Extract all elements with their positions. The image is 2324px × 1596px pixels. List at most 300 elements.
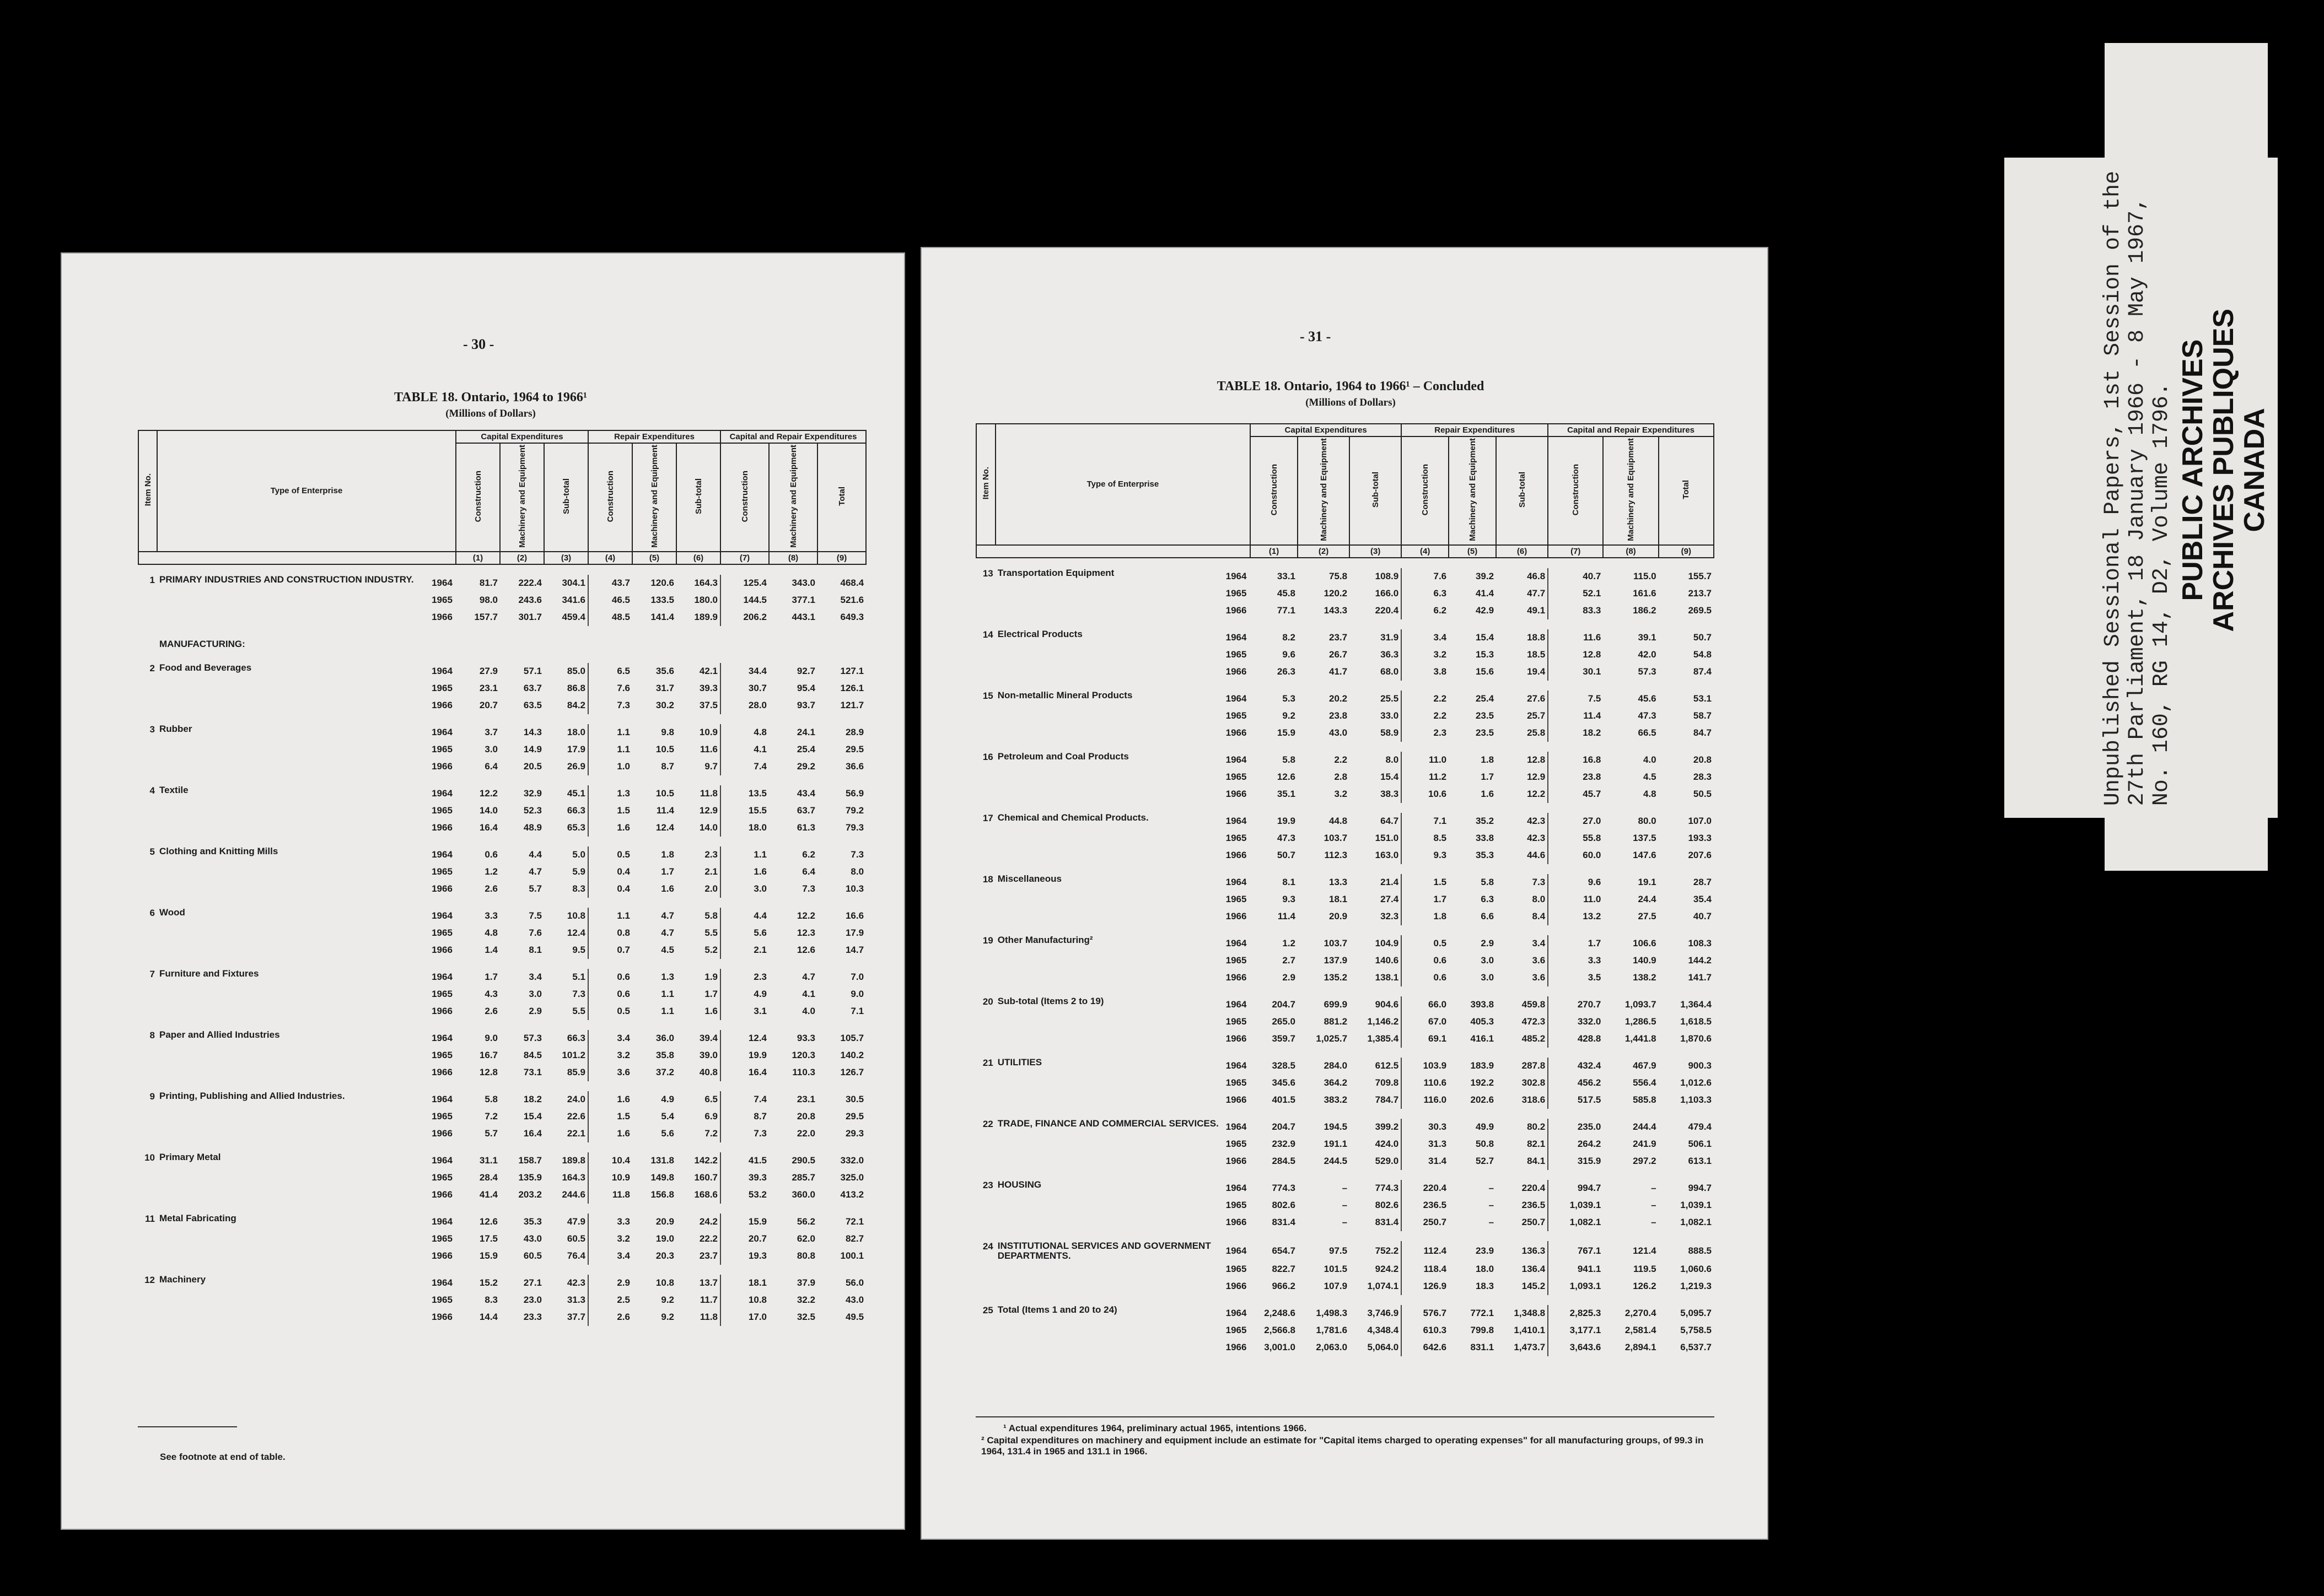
value-cell: 8.3 (572, 883, 585, 894)
value-cell: 65.3 (567, 822, 585, 833)
value-cell: 82.7 (845, 1233, 864, 1244)
table-row (976, 1119, 1714, 1136)
enterprise-name: Miscellaneous (997, 874, 1062, 884)
value-cell: 42.1 (699, 666, 718, 677)
value-cell: 1,082.1 (1680, 1217, 1712, 1228)
enterprise-name: Non-metallic Mineral Products (997, 690, 1133, 700)
value-cell: 46.5 (588, 592, 632, 609)
year-cell: 1965 (1225, 772, 1247, 783)
item-number: 15 (982, 690, 993, 701)
value-cell: 18.1 (720, 1275, 769, 1292)
value-cell: 3.2 (1334, 789, 1348, 800)
value-cell: 45.1 (567, 788, 585, 799)
table-row (138, 1125, 866, 1142)
value-cell: 23.8 (1548, 769, 1603, 786)
year-cell: 1965 (432, 744, 453, 755)
value-cell: 207.6 (1688, 850, 1712, 861)
value-cell: 3.2 (1401, 646, 1449, 664)
value-cell: 25.4 (1475, 693, 1494, 704)
item-number: 18 (982, 874, 993, 885)
year-cell: 1965 (1225, 1139, 1247, 1150)
value-cell: 301.7 (518, 612, 542, 623)
table-row (976, 1278, 1714, 1295)
header-capital: Capital Expenditures (456, 430, 588, 443)
header-construction: Construction (1250, 436, 1298, 545)
year-cell: 1964 (432, 1216, 453, 1227)
value-cell: 3.6 (1532, 955, 1546, 966)
value-cell: 5.5 (704, 928, 718, 939)
col-number: (4) (588, 552, 632, 564)
value-cell: – (1651, 1183, 1656, 1194)
value-cell: 3.4 (1532, 938, 1546, 949)
enterprise-name: PRIMARY INDUSTRIES AND CONSTRUCTION INDUSTRY. (159, 574, 414, 585)
value-cell: 72.1 (845, 1216, 864, 1227)
value-cell: 20.9 (1329, 911, 1348, 922)
value-cell: 29.5 (845, 1111, 864, 1122)
enterprise-name: Primary Metal (159, 1152, 221, 1162)
col-number: (5) (632, 552, 676, 564)
table-row (976, 1180, 1714, 1197)
value-cell: 75.8 (1329, 571, 1348, 582)
table-row (138, 908, 866, 925)
value-cell: 11.6 (700, 744, 718, 755)
header-repair: Repair Expenditures (1401, 424, 1548, 436)
value-cell: 529.0 (1375, 1156, 1399, 1167)
header-construction: Construction (456, 443, 500, 552)
value-cell: 28.7 (1693, 877, 1712, 888)
value-cell: 1,082.1 (1548, 1214, 1603, 1231)
value-cell: 8.7 (661, 761, 674, 772)
value-cell: 126.7 (840, 1067, 864, 1078)
value-cell: 325.0 (840, 1172, 864, 1183)
value-cell: 110.6 (1401, 1075, 1449, 1092)
value-cell: 206.2 (720, 609, 769, 626)
value-cell: 284.0 (1324, 1060, 1348, 1071)
value-cell: 467.9 (1633, 1060, 1656, 1071)
value-cell: 12.9 (1527, 772, 1546, 783)
year-cell: 1966 (1225, 972, 1247, 983)
value-cell: 121.4 (1633, 1245, 1656, 1256)
year-cell: 1966 (1225, 666, 1247, 677)
year-cell: 1965 (1225, 710, 1247, 721)
table-row (976, 952, 1714, 969)
value-cell: 1,219.3 (1680, 1281, 1712, 1292)
value-cell: 120.6 (650, 578, 674, 589)
item-number: 5 (149, 846, 155, 857)
value-cell: 42.3 (1527, 833, 1546, 844)
value-cell: 22.6 (567, 1111, 585, 1122)
value-cell: 106.6 (1633, 938, 1656, 949)
section-label: MANUFACTURING: (159, 639, 245, 650)
value-cell: 784.7 (1375, 1094, 1399, 1106)
value-cell: 30.2 (655, 700, 674, 711)
value-cell: 23.3 (523, 1312, 542, 1323)
value-cell: 4.5 (1643, 772, 1656, 783)
value-cell: 3.4 (1401, 629, 1449, 646)
value-cell: 46.8 (1527, 571, 1546, 582)
table-row (976, 1197, 1714, 1214)
value-cell: 14.9 (523, 744, 542, 755)
table-row (138, 680, 866, 697)
year-cell: 1964 (1225, 1060, 1247, 1071)
value-cell: 138.2 (1633, 972, 1656, 983)
value-cell: 45.8 (1277, 588, 1296, 599)
value-cell: 193.3 (1688, 833, 1712, 844)
value-cell: 41.4 (479, 1189, 498, 1200)
value-cell: 244.6 (562, 1189, 585, 1200)
value-cell: 0.5 (588, 846, 632, 864)
value-cell: 24.0 (567, 1094, 585, 1105)
year-cell: 1966 (432, 822, 453, 833)
value-cell: 43.4 (797, 788, 816, 799)
value-cell: 23.1 (797, 1094, 816, 1105)
value-cell: 12.4 (720, 1030, 769, 1047)
value-cell: 5,095.7 (1680, 1308, 1712, 1319)
value-cell: 50.7 (1277, 850, 1296, 861)
value-cell: 131.8 (650, 1155, 674, 1166)
value-cell: 30.5 (845, 1094, 864, 1105)
table-row (138, 1231, 866, 1248)
value-cell: 11.4 (1548, 708, 1603, 725)
value-cell: 3,643.6 (1548, 1339, 1603, 1356)
value-cell: – (1651, 1200, 1656, 1211)
value-cell: 12.6 (797, 945, 816, 956)
value-cell: 15.4 (1380, 772, 1399, 783)
value-cell: 1.7 (704, 989, 718, 1000)
table-row (138, 925, 866, 942)
value-cell: 56.2 (797, 1216, 816, 1227)
table-row (976, 1339, 1714, 1356)
value-cell: 92.7 (797, 666, 816, 677)
value-cell: 15.2 (479, 1277, 498, 1288)
value-cell: 18.3 (1475, 1281, 1494, 1292)
value-cell: 285.7 (792, 1172, 816, 1183)
value-cell: 767.1 (1548, 1241, 1603, 1261)
value-cell: 16.8 (1548, 752, 1603, 769)
value-cell: 2,063.0 (1316, 1342, 1348, 1353)
value-cell: 118.4 (1401, 1261, 1449, 1278)
value-cell: 424.0 (1375, 1139, 1399, 1150)
value-cell: 11.4 (656, 805, 674, 816)
value-cell: 31.1 (479, 1155, 498, 1166)
value-cell: 8.0 (1385, 754, 1399, 765)
value-cell: 29.5 (845, 744, 864, 755)
value-cell: 3.4 (588, 1248, 632, 1265)
value-cell: 4.5 (661, 945, 674, 956)
value-cell: 10.9 (588, 1169, 632, 1187)
value-cell: 3.0 (1481, 972, 1494, 983)
table-row (138, 1003, 866, 1020)
item-number: 25 (982, 1304, 993, 1315)
value-cell: 831.4 (1272, 1217, 1296, 1228)
value-cell: 18.2 (523, 1094, 542, 1105)
value-cell: 5.7 (485, 1128, 498, 1139)
year-cell: 1966 (432, 1312, 453, 1323)
archive-stamp: PUBLIC ARCHIVES ARCHIVES PUBLIQUES CANADA (2177, 309, 2271, 632)
value-cell: 5.7 (529, 883, 542, 894)
value-cell: 40.8 (699, 1067, 718, 1078)
value-cell: 1.7 (485, 972, 498, 983)
col-number: (9) (817, 552, 866, 564)
value-cell: 5.8 (704, 910, 718, 921)
value-cell: 86.8 (567, 683, 585, 694)
value-cell: 5.8 (1481, 877, 1494, 888)
value-cell: 11.8 (588, 1187, 632, 1204)
value-cell: 20.8 (797, 1111, 816, 1122)
value-cell: 332.0 (840, 1155, 864, 1166)
year-cell: 1966 (432, 1189, 453, 1200)
value-cell: 194.5 (1324, 1121, 1348, 1133)
value-cell: 50.8 (1475, 1139, 1494, 1150)
value-cell: 32.2 (797, 1295, 816, 1306)
value-cell: 15.9 (720, 1214, 769, 1231)
table-subtitle: (Millions of Dollars) (1305, 397, 1396, 408)
item-number: 24 (982, 1241, 993, 1252)
year-cell: 1965 (1225, 894, 1247, 905)
value-cell: 269.5 (1688, 605, 1712, 616)
value-cell: 39.3 (699, 683, 718, 694)
table-row (138, 846, 866, 864)
value-cell: 145.2 (1521, 1281, 1546, 1292)
table-row (138, 1091, 866, 1108)
value-cell: 377.1 (792, 595, 816, 606)
value-cell: 4.7 (661, 928, 674, 939)
value-cell: 35.6 (655, 666, 674, 677)
value-cell: 43.0 (1329, 727, 1348, 738)
value-cell: 149.8 (650, 1172, 674, 1183)
year-cell: 1965 (432, 928, 453, 939)
value-cell: 1.1 (588, 741, 632, 758)
value-cell: 2,581.4 (1624, 1325, 1656, 1336)
value-cell: 161.6 (1633, 588, 1656, 599)
value-cell: 23.1 (479, 683, 498, 694)
value-cell: 2,248.6 (1264, 1308, 1296, 1319)
value-cell: 4.9 (661, 1094, 674, 1105)
value-cell: 1.1 (588, 908, 632, 925)
col-number: (7) (720, 552, 769, 564)
value-cell: 3.3 (1548, 952, 1603, 969)
value-cell: 85.9 (567, 1067, 585, 1078)
table-row (138, 802, 866, 819)
value-cell: 7.4 (720, 758, 769, 775)
value-cell: 1,074.1 (1367, 1281, 1399, 1292)
value-cell: 32.9 (523, 788, 542, 799)
value-cell: 2.0 (704, 883, 718, 894)
enterprise-name: UTILITIES (997, 1057, 1042, 1067)
value-cell: 41.7 (1329, 666, 1348, 677)
value-cell: 126.1 (840, 683, 864, 694)
value-cell: 1.6 (1481, 789, 1494, 800)
value-cell: 13.3 (1329, 877, 1348, 888)
value-cell: 7.4 (720, 1091, 769, 1108)
value-cell: 11.8 (700, 788, 718, 799)
header-machinery: Machinery and Equipment (632, 443, 676, 552)
value-cell: 31.4 (1401, 1153, 1449, 1170)
value-cell: 610.3 (1401, 1322, 1449, 1339)
year-cell: 1965 (432, 1172, 453, 1183)
value-cell: 642.6 (1401, 1339, 1449, 1356)
value-cell: 42.3 (567, 1277, 585, 1288)
value-cell: 69.1 (1401, 1031, 1449, 1048)
year-cell: 1964 (432, 1033, 453, 1044)
value-cell: 1.5 (1401, 874, 1449, 891)
value-cell: 103.7 (1324, 833, 1348, 844)
value-cell: 7.3 (720, 1125, 769, 1142)
value-cell: 399.2 (1375, 1121, 1399, 1133)
value-cell: 264.2 (1548, 1136, 1603, 1153)
value-cell: 20.3 (655, 1250, 674, 1261)
value-cell: 126.2 (1633, 1281, 1656, 1292)
table-row (976, 1031, 1714, 1048)
value-cell: 48.5 (588, 609, 632, 626)
table-row (976, 1092, 1714, 1109)
year-cell: 1966 (1225, 1217, 1247, 1228)
value-cell: 120.3 (792, 1050, 816, 1061)
value-cell: 9.2 (661, 1295, 674, 1306)
value-cell: 654.7 (1272, 1245, 1296, 1256)
value-cell: 709.8 (1375, 1077, 1399, 1088)
value-cell: 151.0 (1375, 833, 1399, 844)
value-cell: 12.8 (1548, 646, 1603, 664)
value-cell: 12.2 (797, 910, 816, 921)
value-cell: 9.7 (704, 761, 718, 772)
value-cell: 11.8 (700, 1312, 718, 1323)
value-cell: 14.0 (699, 822, 718, 833)
value-cell: 7.3 (588, 697, 632, 714)
header-construction: Construction (720, 443, 769, 552)
value-cell: 93.3 (797, 1033, 816, 1044)
year-cell: 1965 (432, 989, 453, 1000)
year-cell: 1966 (432, 1250, 453, 1261)
value-cell: 5.4 (661, 1111, 674, 1122)
value-cell: 16.4 (479, 822, 498, 833)
year-cell: 1964 (1225, 877, 1247, 888)
value-cell: 144.2 (1688, 955, 1712, 966)
year-cell: 1966 (432, 612, 453, 623)
table-row (138, 758, 866, 775)
value-cell: 202.6 (1470, 1094, 1494, 1106)
year-cell: 1966 (1225, 1033, 1247, 1044)
value-cell: 343.0 (792, 578, 816, 589)
table-row (138, 1248, 866, 1265)
value-cell: 44.8 (1329, 816, 1348, 827)
value-cell: 14.4 (479, 1312, 498, 1323)
value-cell: 18.5 (1527, 649, 1546, 660)
value-cell: 1.6 (588, 1091, 632, 1108)
value-cell: 18.0 (720, 819, 769, 837)
data-table (976, 423, 1714, 1356)
value-cell: 35.1 (1277, 789, 1296, 800)
value-cell: 284.5 (1272, 1156, 1296, 1167)
value-cell: 220.4 (1375, 605, 1399, 616)
value-cell: 6.4 (802, 866, 816, 877)
value-cell: 2.6 (588, 1309, 632, 1326)
value-cell: 244.4 (1633, 1121, 1656, 1133)
year-cell: 1965 (1225, 833, 1247, 844)
header-construction: Construction (1548, 436, 1603, 545)
table-row (138, 1064, 866, 1081)
value-cell: 20.2 (1329, 693, 1348, 704)
table-row (976, 1214, 1714, 1231)
value-cell: 127.1 (840, 666, 864, 677)
value-cell: 213.7 (1688, 588, 1712, 599)
year-cell: 1966 (1225, 605, 1247, 616)
value-cell: 2.9 (1282, 972, 1296, 983)
value-cell: 8.1 (1282, 877, 1296, 888)
col-number: (3) (544, 552, 588, 564)
value-cell: 25.5 (1380, 693, 1399, 704)
header-machinery: Machinery and Equipment (1603, 436, 1658, 545)
header-total: Total (1659, 436, 1714, 545)
value-cell: 250.7 (1401, 1214, 1449, 1231)
value-cell: 799.8 (1470, 1325, 1494, 1336)
value-cell: 23.5 (1475, 710, 1494, 721)
value-cell: 160.7 (694, 1172, 718, 1183)
value-cell: 0.7 (588, 942, 632, 959)
value-cell: – (1342, 1200, 1348, 1211)
value-cell: 297.2 (1633, 1156, 1656, 1167)
value-cell: 18.8 (1527, 632, 1546, 643)
value-cell: 15.3 (1475, 649, 1494, 660)
value-cell: 7.1 (851, 1006, 864, 1017)
value-cell: 7.3 (802, 883, 816, 894)
value-cell: 80.8 (797, 1250, 816, 1261)
value-cell: 12.8 (479, 1067, 498, 1078)
value-cell: 16.4 (720, 1064, 769, 1081)
value-cell: 45.7 (1548, 786, 1603, 803)
value-cell: 163.0 (1375, 850, 1399, 861)
value-cell: 22.1 (567, 1128, 585, 1139)
col-number: (9) (1659, 545, 1714, 558)
value-cell: 15.4 (1475, 632, 1494, 643)
value-cell: 2.1 (720, 942, 769, 959)
value-cell: 7.3 (572, 989, 585, 1000)
value-cell: 58.9 (1380, 727, 1399, 738)
item-number: 10 (144, 1152, 155, 1163)
header-machinery: Machinery and Equipment (500, 443, 544, 552)
item-number: 22 (982, 1118, 993, 1129)
value-cell: 359.7 (1272, 1033, 1296, 1044)
value-cell: 33.8 (1475, 833, 1494, 844)
value-cell: 290.5 (792, 1155, 816, 1166)
value-cell: 31.3 (1401, 1136, 1449, 1153)
value-cell: 143.3 (1324, 605, 1348, 616)
value-cell: 4.8 (1643, 789, 1656, 800)
header-type: Type of Enterprise (996, 424, 1250, 545)
value-cell: 192.2 (1470, 1077, 1494, 1088)
value-cell: 7.0 (851, 972, 864, 983)
table-row (138, 1152, 866, 1169)
table-row (976, 1058, 1714, 1075)
value-cell: 2.2 (1401, 691, 1449, 708)
value-cell: 287.8 (1521, 1060, 1546, 1071)
value-cell: 25.8 (1527, 727, 1546, 738)
value-cell: 23.5 (1475, 727, 1494, 738)
value-cell: 20.9 (655, 1216, 674, 1227)
value-cell: 413.2 (840, 1189, 864, 1200)
table-row (138, 1292, 866, 1309)
item-number: 20 (982, 996, 993, 1007)
value-cell: 61.3 (797, 822, 816, 833)
value-cell: 43.0 (845, 1295, 864, 1306)
header-subtotal: Sub-total (1349, 436, 1401, 545)
value-cell: 468.4 (840, 578, 864, 589)
value-cell: 881.2 (1324, 1016, 1348, 1027)
item-number: 7 (149, 968, 155, 979)
value-cell: 147.6 (1633, 850, 1656, 861)
value-cell: 101.5 (1324, 1264, 1348, 1275)
table-row (976, 1261, 1714, 1278)
